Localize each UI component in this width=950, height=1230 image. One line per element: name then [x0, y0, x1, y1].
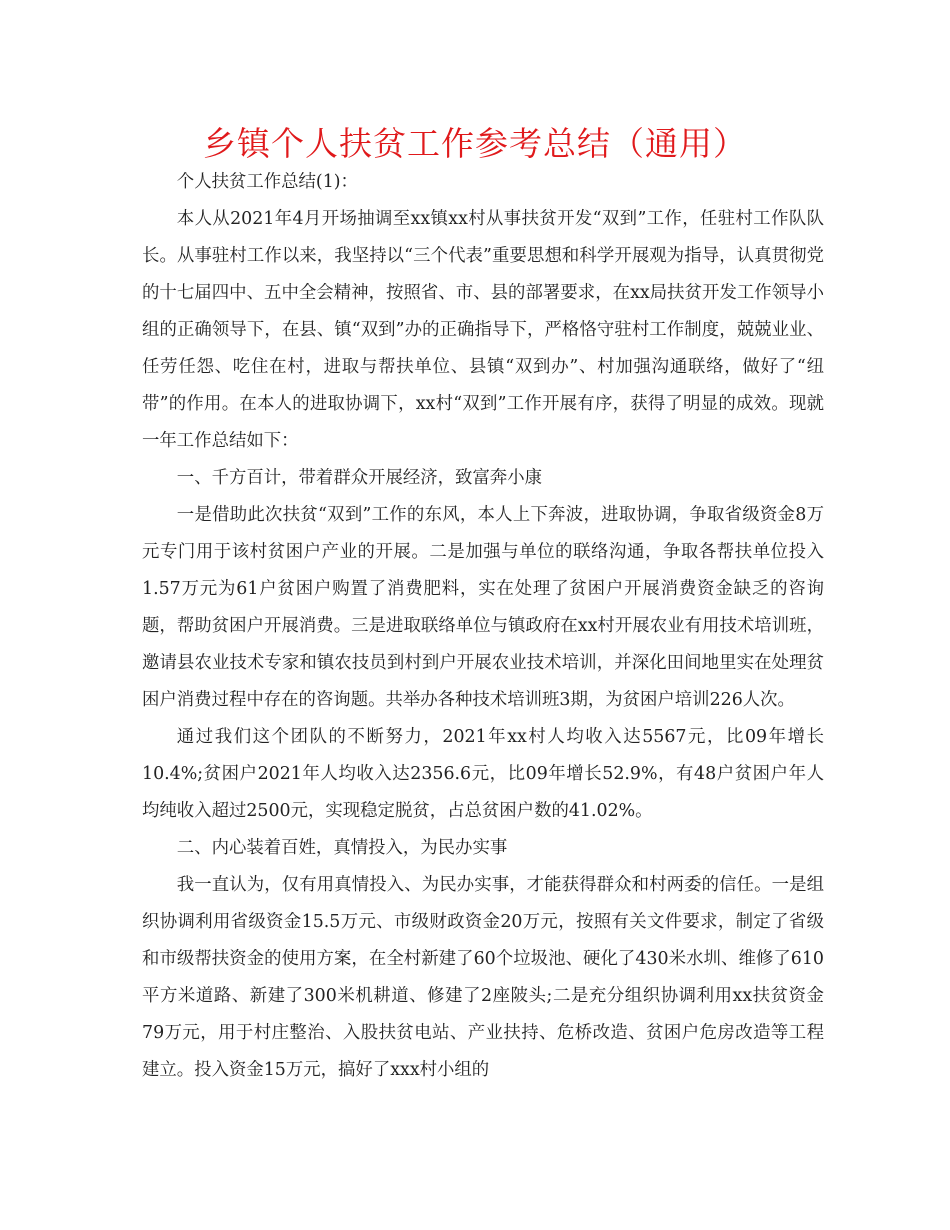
paragraph: 我一直认为，仅有用真情投入、为民办实事，才能获得群众和村两委的信任。一是组织协调利用省级资金15.5万元、市级财政资金20万元，按照有关文件要求，制定了省级和市级帮扶资金的使用方案，在全村新建了60个垃圾池、硬化了430米水圳、维修了610平方米道路、新建了300米机耕道、修建了2座陂头;二是充分组织协调利用xx扶贫资金79万元，用于村庄整治、入股扶贫电站、产业扶持、危桥改造、贫困户危房改造等工程建立。投入资金15万元，搞好了xxx村小组的	[142, 875, 824, 1080]
document-body	[142, 164, 824, 1089]
paragraph: 通过我们这个团队的不断努力，2021年xx村人均收入达5567元，比09年增长10.4%;贫困户2021年人均收入达2356.6元，比09年增长52.9%，有48户贫困户年人均纯收入超过2500元，实现稳定脱贫，占总贫困户数的41.02%。	[142, 727, 824, 821]
section-intro-line: 个人扶贫工作总结(1)：	[176, 172, 358, 192]
paragraph: 本人从2021年4月开场抽调至xx镇xx村从事扶贫开发“双到”工作，任驻村工作队队长。从事驻村工作以来，我坚持以“三个代表”重要思想和科学开展观为指导，认真贯彻党的十七届四中、五中全会精神，按照省、市、县的部署要求，在xx局扶贫开发工作领导小组的正确领导下，在县、镇“双到”办的正确指导下，严格恪守驻村工作制度，兢兢业业、任劳任怨、吃住在村，进取与帮扶单位、县镇“双到办”、村加强沟通联络，做好了“纽带”的作用。在本人的进取协调下，xx村“双到”工作开展有序，获得了明显的成效。现就一年工作总结如下：	[142, 209, 824, 451]
document-title: 乡镇个人扶贫工作参考总结（通用）	[203, 124, 747, 163]
section-heading: 一、千方百计，带着群众开展经济，致富奔小康	[176, 468, 543, 488]
paragraph: 一是借助此次扶贫“双到”工作的东风，本人上下奔波，进取协调，争取省级资金8万元专门用于该村贫困户产业的开展。二是加强与单位的联络沟通，争取各帮扶单位投入1.57万元为61户贫困户购置了消费肥料，实在处理了贫困户开展消费资金缺乏的咨询题，帮助贫困户开展消费。三是进取联络单位与镇政府在xx村开展农业有用技术培训班，邀请县农业技术专家和镇农技员到村到户开展农业技术培训，并深化田间地里实在处理贫困户消费过程中存在的咨询题。共举办各种技术培训班3期，为贫困户培训226人次。	[142, 505, 824, 710]
section-heading: 二、内心装着百姓，真情投入，为民办实事	[176, 838, 508, 858]
